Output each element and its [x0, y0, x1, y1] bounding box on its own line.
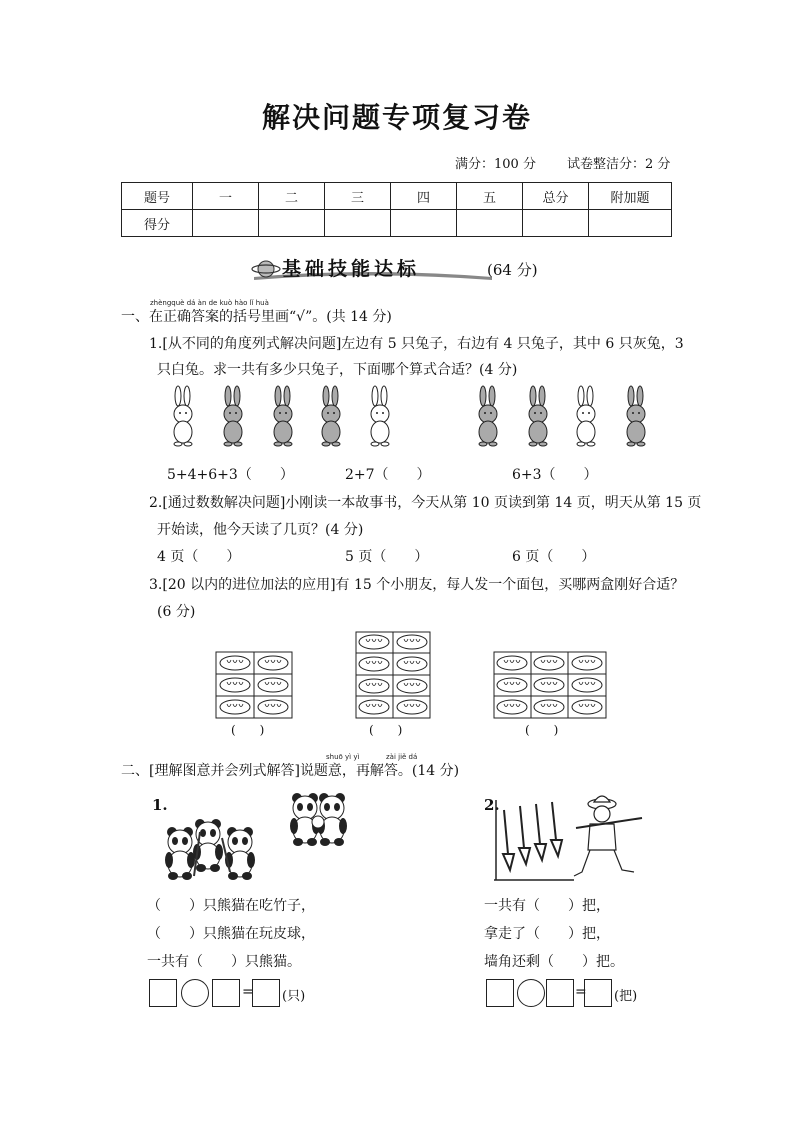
score-cell[interactable] — [259, 210, 325, 237]
p2-left-unit: (只) — [282, 989, 306, 1004]
header-cell: 三 — [325, 183, 391, 210]
answer-box-1[interactable] — [486, 979, 514, 1007]
header-cell: 总分 — [523, 183, 589, 210]
score-table — [121, 182, 672, 237]
score-cell[interactable] — [589, 210, 672, 237]
section-banner-score: (64 分) — [487, 261, 538, 279]
q2-option-c[interactable]: 6 页（ ） — [512, 549, 596, 565]
part2-heading — [121, 760, 459, 780]
part2-heading-rest: 再解答。(14 分) — [355, 763, 460, 779]
result-box[interactable] — [584, 979, 612, 1007]
q3-text-line2: (6 分) — [157, 604, 196, 620]
score-cell[interactable] — [325, 210, 391, 237]
section-banner-title: 基础技能达标 — [282, 258, 421, 280]
q3-box2-answer[interactable]: ( ) — [369, 723, 403, 737]
q2-option-b[interactable]: 5 页（ ） — [345, 549, 429, 565]
part1-heading-rest: 确答案的括号里画“√”。(共 14 分) — [177, 309, 392, 325]
p2-right-unit: (把) — [614, 989, 638, 1004]
q3-box3-answer[interactable]: ( ) — [525, 723, 559, 737]
score-cell[interactable] — [391, 210, 457, 237]
p2-left-line3[interactable]: 一共有（ ）只熊猫。 — [147, 954, 301, 970]
q1-text-line2: 只白兔。求一共有多少只兔子，下面哪个算式合适？(4 分) — [157, 362, 518, 378]
part2-heading-prefix: 二、[理解图意并会列式解答] — [121, 763, 300, 779]
p2-left-line1[interactable]: （ ）只熊猫在吃竹子， — [147, 898, 315, 914]
header-cell: 四 — [391, 183, 457, 210]
answer-box-2[interactable] — [212, 979, 240, 1007]
p2-right-number: 2. — [484, 796, 500, 814]
p2-left-line2[interactable]: （ ）只熊猫在玩皮球， — [147, 926, 315, 942]
heading-pinyin-2: zài jiě dá — [386, 753, 418, 761]
q1-option-c[interactable]: 6+3（ ） — [512, 467, 598, 483]
header-cell: 题号 — [122, 183, 193, 210]
page-title: 解决问题专项复习卷 — [261, 101, 532, 134]
q1-option-a[interactable]: 5+4+6+3（ ） — [167, 467, 294, 483]
neatness-score: 试卷整洁分：2 分 — [567, 157, 671, 172]
score-table-header-row — [122, 183, 672, 210]
heading-pinyin: zhèngquè dá àn de kuò hào lǐ huà — [150, 299, 269, 307]
part1-heading — [121, 306, 392, 326]
operator-circle[interactable] — [181, 979, 209, 1007]
bread-box-8 — [356, 632, 430, 718]
score-cell[interactable] — [457, 210, 523, 237]
header-cell: 五 — [457, 183, 523, 210]
row-label: 得分 — [122, 210, 193, 237]
p2-right-line2[interactable]: 拿走了（ ）把， — [484, 926, 610, 942]
q2-text-line2: 开始读，他今天读了几页？(4 分) — [157, 522, 364, 538]
bread-box-6 — [216, 652, 292, 718]
equals-sign: = — [575, 984, 587, 1000]
score-table-score-row — [122, 210, 672, 237]
bread-boxes-illustration — [216, 632, 616, 720]
result-box[interactable] — [252, 979, 280, 1007]
q3-box1-answer[interactable]: ( ) — [231, 723, 265, 737]
score-cell[interactable] — [193, 210, 259, 237]
p2-right-line3[interactable]: 墙角还剩（ ）把。 — [484, 954, 624, 970]
q2-option-a[interactable]: 4 页（ ） — [157, 549, 241, 565]
full-score: 满分：100 分 — [455, 157, 536, 172]
q1-option-b[interactable]: 2+7（ ） — [345, 467, 431, 483]
q3-text-line1: 3.[20 以内的进位加法的应用]有 15 个小朋友，每人发一个面包，买哪两盒刚好合适？ — [149, 577, 685, 593]
p2-right-line1[interactable]: 一共有（ ）把， — [484, 898, 610, 914]
header-cell: 一 — [193, 183, 259, 210]
part1-heading-prefix: 一、在正 — [121, 309, 177, 325]
heading-pinyin-1: shuō yì yì — [326, 753, 360, 761]
p2-left-number: 1. — [152, 796, 168, 814]
operator-circle[interactable] — [517, 979, 545, 1007]
equals-sign: = — [242, 984, 254, 1000]
shovels-illustration — [494, 790, 644, 885]
header-cell: 二 — [259, 183, 325, 210]
part2-heading-mid: 说题意， — [299, 763, 356, 779]
rabbits-illustration — [163, 390, 663, 450]
answer-box-1[interactable] — [149, 979, 177, 1007]
score-cell[interactable] — [523, 210, 589, 237]
header-cell: 附加题 — [589, 183, 672, 210]
q2-text-line1: 2.[通过数数解决问题]小刚读一本故事书，今天从第 10 页读到第 14 页，明天从第 15 页 — [149, 495, 702, 511]
pandas-illustration — [160, 792, 350, 884]
bread-box-9 — [494, 652, 606, 718]
answer-box-2[interactable] — [546, 979, 574, 1007]
q1-text-line1: 1.[从不同的角度列式解决问题]左边有 5 只兔子，右边有 4 只兔子，其中 6 只灰兔，3 — [149, 336, 684, 352]
